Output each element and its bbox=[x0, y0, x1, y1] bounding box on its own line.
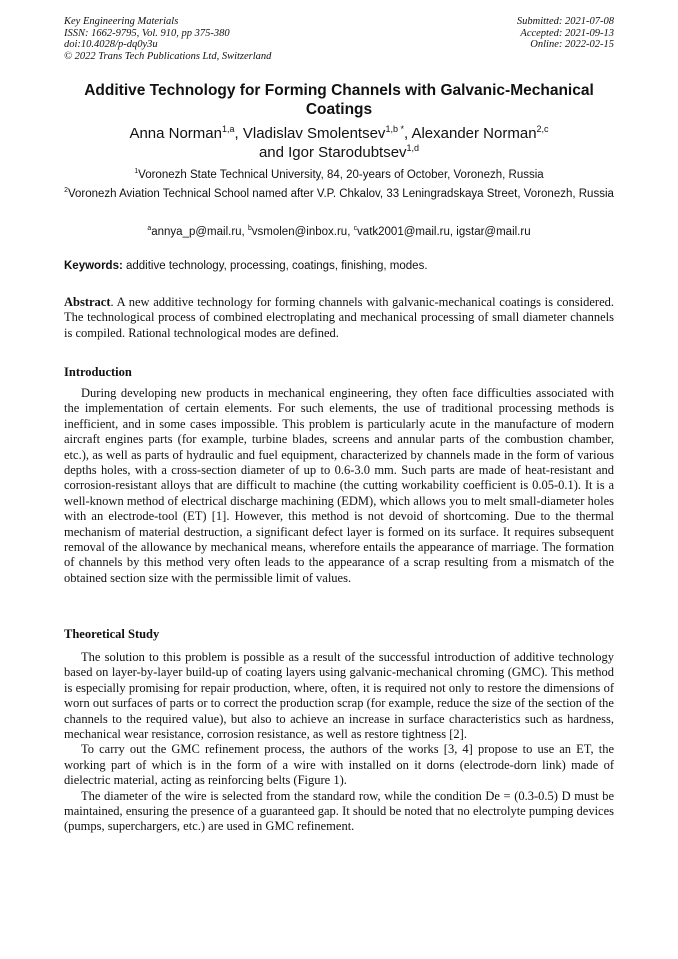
paper-title: Additive Technology for Forming Channels with Galvanic-Mechanical Coatings bbox=[84, 82, 594, 118]
email-sup: b bbox=[247, 225, 252, 233]
author-separator: , bbox=[403, 125, 412, 142]
author-separator: and bbox=[258, 144, 289, 161]
author-name: Igor Starodubtsev bbox=[288, 144, 407, 161]
email-link[interactable]: annya_p@mail.ru bbox=[151, 226, 242, 238]
email-link[interactable]: vsmolen@inbox.ru bbox=[251, 226, 348, 238]
author-list bbox=[64, 124, 614, 162]
author-name: Vladislav Smolentsev bbox=[242, 125, 386, 142]
email-link[interactable]: vatk2001@mail.ru bbox=[357, 226, 450, 238]
keywords-label: Keywords: bbox=[64, 260, 123, 272]
theoretical-study-body bbox=[64, 650, 614, 835]
section-heading-theoretical-study: Theoretical Study bbox=[64, 627, 160, 641]
abstract bbox=[64, 295, 614, 341]
keywords bbox=[64, 259, 614, 274]
author-separator: , bbox=[234, 125, 243, 142]
affiliation-sup: 1 bbox=[134, 168, 139, 176]
section-heading-introduction: Introduction bbox=[64, 365, 132, 379]
email-sup: c bbox=[353, 225, 358, 233]
affiliation-2 bbox=[64, 187, 614, 202]
author-sup: 2,c bbox=[536, 124, 549, 134]
email-list: $^a$annya_p@mail.ru, $^b$vsmolen@inbox.ru, $^c$vatk2001@mail.ru, igstar@mail.ru bbox=[147, 225, 531, 238]
submitted-date: Submitted: 2021-07-08 bbox=[516, 16, 614, 27]
email-sup: a bbox=[147, 225, 152, 233]
author-sup: 1,a bbox=[222, 124, 235, 134]
accepted-date: Accepted: 2021-09-13 bbox=[520, 27, 614, 39]
email-link[interactable]: igstar@mail.ru bbox=[456, 226, 531, 238]
theoretical-paragraph: The solution to this problem is possible as a result of the successful introduction of additive technology based on layer-by-layer build-up of coating layers using galvanic-mechanical chroming (GMC). This method is especially promising for repair production, where, often, it is required not only to restore the dimensions of worn out surfaces of parts or to correct the production scrap (for example, reduce the size of the section of the channels to the required value), but also to achieve an increase in surface characteristics such as hardness, mechanical wear resistance, corrosion resistance, as well as restore tightness [2]. bbox=[64, 650, 614, 742]
journal-info bbox=[64, 16, 271, 62]
abstract-label: Abstract bbox=[64, 295, 111, 309]
affiliation-text: Voronezh Aviation Technical School named after V.P. Chkalov, 33 Leningradskaya Street, Voronezh, Russia bbox=[67, 188, 614, 200]
journal-copyright: © 2022 Trans Tech Publications Ltd, Switzerland bbox=[64, 50, 272, 62]
affiliation-text: Voronezh State Technical University, 84, 20-years of October, Voronezh, Russia bbox=[138, 169, 544, 181]
introduction-paragraph: During developing new products in mechanical engineering, they often face difficulties associated with the implementation of certain elements. For such elements, the use of traditional processing methods is inefficient, and in some cases impossible. This problem is particularly acute in the manufacture of modern aircraft engines parts (for example, turbine blades, screens and annular parts of the combustion chamber, etc.), as well as parts of hydraulic and fuel equipment, characterized by channels made in the form of various depths holes, with a cross-section diameter of up to 0.6-3.0 mm. Such parts are made of heat-resistant and corrosion-resistant alloys that are difficult to machine (the cutting workability coefficient is 0.05-0.1). It is a well-known method of electrical discharge machining (EDM), which allows you to melt small-diameter holes with an electrode-tool (ET) [1]. However, this method is not devoid of shortcoming. Due to the thermal mechanism of material destruction, a significant defect layer is formed on its surface. It requires subsequent removal of the allowance by mechanical means, wherefore entails the appearance of marriage. The formation of channels by this method very often leads to the appearance of a scrap resulting from a mismatch of the obtained section size with the permissible limit of values. bbox=[64, 386, 614, 585]
affiliation-sup: 2 bbox=[64, 187, 68, 195]
affiliation-1 bbox=[64, 168, 614, 183]
author-name: Anna Norman bbox=[129, 125, 222, 142]
theoretical-paragraph: The diameter of the wire is selected from the standard row, while the condition De = (0.3-0.5) D must be maintained, ensuring the presence of a guaranteed gap. It should be noted that no electrolyte pumping devices (pumps, superchargers, etc.) are used in GMC refinement. bbox=[64, 788, 614, 834]
submission-dates bbox=[517, 16, 614, 51]
author-name: Alexander Norman bbox=[411, 125, 537, 142]
journal-issn: ISSN: 1662-9795, Vol. 910, pp 375-380 bbox=[64, 27, 230, 39]
online-date: Online: 2022-02-15 bbox=[530, 39, 614, 50]
keywords-text: additive technology, processing, coatings, finishing, modes. bbox=[126, 260, 428, 272]
journal-name: Key Engineering Materials bbox=[64, 16, 179, 27]
journal-doi: doi:10.4028/p-dq0y3u bbox=[64, 39, 158, 50]
abstract-text: . A new additive technology for forming channels with galvanic-mechanical coatings is considered. The technological process of combined electroplating and mechanical processing of small diameter channels is compiled. Rational technological modes are defined. bbox=[64, 295, 614, 340]
theoretical-paragraph: To carry out the GMC refinement process, the authors of the works [3, 4] propose to use an ET, the working part of which is in the form of a wire with installed on it dorns (electrode-dorn link) made of dielectric material, acting as reinforcing belts (Figure 1). bbox=[64, 742, 614, 788]
author-sup: 1,d bbox=[406, 143, 420, 153]
author-sup: 1,b * bbox=[385, 124, 404, 134]
